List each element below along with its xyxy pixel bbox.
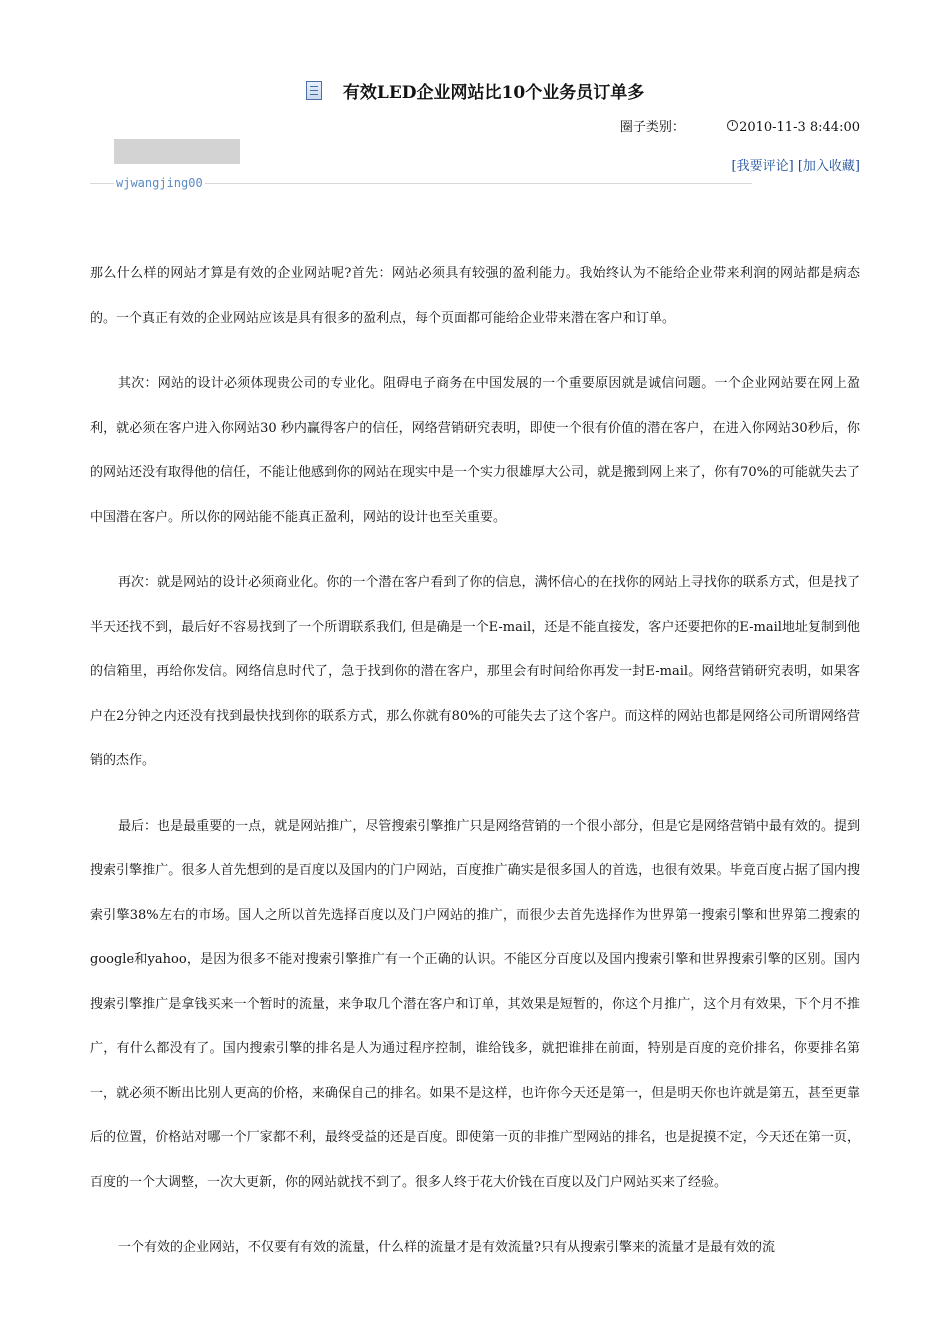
author-row <box>90 176 752 190</box>
paragraph: 再次：就是网站的设计必须商业化。你的一个潜在客户看到了你的信息，满怀信心的在找你的网站上寻找你的联系方式，但是找了半天还找不到，最后好不容易找到了一个所谓联系我们, 但是确是一个E-mail，还是不能直接发，客户还要把你的E-mail地址复制到他的信箱里，再给你发信。网络信息时代了，急于找到你的潜在客户，那里会有时间给你再发一封E-mail。网络营销研究表明，如果客户在2分钟之内还没有找到最快找到你的联系方式，那么你就有80%的可能失去了这个客户。而这样的网站也都是网络公司所谓网络营销的杰作。 <box>90 575 860 768</box>
page-title: 有效LED企业网站比10个业务员订单多 <box>342 83 645 103</box>
document-icon <box>306 81 322 100</box>
avatar <box>114 139 240 164</box>
category-label: 圈子类别： <box>619 120 685 135</box>
title-row <box>0 78 950 103</box>
post-meta <box>620 116 860 135</box>
clock-icon <box>727 120 738 131</box>
paragraph: 最后：也是最重要的一点，就是网站推广，尽管搜索引擎推广只是网络营销的一个很小部分，但是它是网络营销中最有效的。提到搜索引擎推广。很多人首先想到的是百度以及国内的门户网站，百度推广确实是很多国人的首选，也很有效果。毕竟百度占据了国内搜索引擎38%左右的市场。国人之所以首先选择百度以及门户网站的推广，而很少去首先选择作为世界第一搜索引擎和世界第二搜索的google和yahoo，是因为很多不能对搜索引擎推广有一个正确的认识。不能区分百度以及国内搜索引擎和世界搜索引擎的区别。国内搜索引擎推广是拿钱买来一个暂时的流量，来争取几个潜在客户和订单，其效果是短暂的，你这个月推广，这个月有效果，下个月不推广，有什么都没有了。国内搜索引擎的排名是人为通过程序控制，谁给钱多，就把谁排在前面，特别是百度的竞价排名，你要排名第一，就必须不断出比别人更高的价格，来确保自己的排名。如果不是这样，也许你今天还是第一，但是明天你也许就是第五，甚至更靠后的位置，价格站对哪一个厂家都不利，最终受益的还是百度。即使第一页的非推广型网站的排名，也是捉摸不定，今天还在第一页，百度的一个大调整，一次大更新，你的网站就找不到了。很多人终于花大价钱在百度以及门户网站买来了经验。 <box>90 818 860 1190</box>
post-datetime: 2010-11-3 8:44:00 <box>739 120 860 135</box>
paragraph: 那么什么样的网站才算是有效的企业网站呢?首先：网站必须具有较强的盈利能力。我始终认为不能给企业带来利润的网站都是病态的。一个真正有效的企业网站应该是具有很多的盈利点，每个页面都可能给企业带来潜在客户和订单。 <box>90 266 860 326</box>
comment-link[interactable]: [我要评论] <box>731 159 794 174</box>
article-body <box>90 252 860 1292</box>
post-actions <box>732 155 860 174</box>
paragraph: 其次：网站的设计必须体现贵公司的专业化。阻碍电子商务在中国发展的一个重要原因就是诚信问题。一个企业网站要在网上盈利，就必须在客户进入你网站30 秒内赢得客户的信任，网络营销研究表明，即使一个很有价值的潜在客户，在进入你网站30秒后，你的网站还没有取得他的信任，不能让他感到你的网站在现实中是一个实力很雄厚大公司，就是搬到网上来了，你有70%的可能就失去了中国潜在客户。所以你的网站能不能真正盈利，网站的设计也至关重要。 <box>90 376 860 525</box>
paragraph: 一个有效的企业网站，不仅要有有效的流量，什么样的流量才是有效流量?只有从搜索引擎来的流量才是最有效的流 <box>118 1240 775 1255</box>
author-username[interactable]: wjwangjing00 <box>116 176 203 190</box>
favorite-link[interactable]: [加入收藏] <box>797 159 860 174</box>
